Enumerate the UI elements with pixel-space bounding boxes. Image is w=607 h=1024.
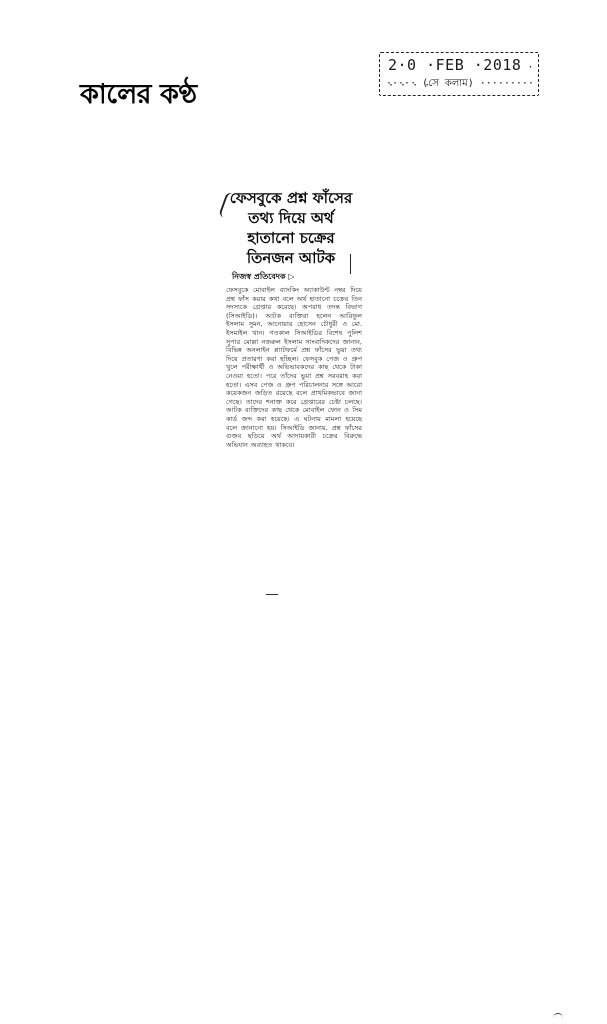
stamp-label: ····· (সে কলাম) ········· (386, 78, 534, 89)
stamp-date: 2·0 ·FEB ·2018 · · · (388, 56, 538, 92)
newspaper-masthead: কালের কণ্ঠ (80, 79, 197, 110)
margin-mark (350, 254, 351, 274)
article-headline (218, 188, 364, 268)
date-stamp (379, 52, 539, 96)
corner-mark-icon (553, 1013, 563, 1020)
headline-line: ফেসবুকে প্রশ্ন ফাঁসের (229, 189, 353, 207)
clipping-edge-mark (266, 594, 278, 595)
headline-line: তিনজন আটক (246, 249, 336, 267)
article-body: ফেসবুকে মোবাইল ব্যাংকিং অ্যাকাউন্ট নম্বর দিয়ে প্রশ্ন ফাঁস করার কথা বলে অর্থ হাতানো চক্রের তিন সদস্যকে গ্রেপ্তার করেছে। অপরাধ তদন্ত বিভাগ (সিআইডি)। আটক ব্যক্তিরা হলেন আরিফুল ইসলাম সুমন, আনোয়ার হোসেন চৌধুরী ও মো. ইসমাইল খান। গতকাল সিআইডির বিশেষ পুলিশ সুপার মোল্লা নজরুল ইসলাম সাংবাদিকদের জানান, বিভিন্ন অনলাইন প্ল্যাটফর্মে প্রশ্ন ফাঁসের ভুয়া তথ্য দিয়ে প্রতারণা করা হচ্ছিল। ফেসবুক পেজ ও গ্রুপ খুলে পরীক্ষার্থী ও অভিভাবকদের কাছ থেকে টাকা নেওয়া হতো। পরে তাঁদের ভুয়া প্রশ্ন সরবরাহ করা হতো। এসব পেজ ও গ্রুপ পরিচালনার সঙ্গে আরো কয়েকজন জড়িত রয়েছে বলে প্রাথমিকভাবে জানা গেছে। তাদের শনাক্ত করে গ্রেপ্তারের চেষ্টা চলছে। আটক ব্যক্তিদের কাছ থেকে মোবাইল ফোন ও সিম কার্ড জব্দ করা হয়েছে। এ ঘটনায় মামলা হয়েছে বলে জানানো হয়। সিআইডি জানায়, প্রশ্ন ফাঁসের গুজব ছড়িয়ে অর্থ আদায়কারী চক্রের বিরুদ্ধে অভিযান অব্যাহত থাকবে। (226, 286, 362, 449)
stamp-label-text: (সে কলাম) (422, 78, 474, 89)
article-byline: নিজস্ব প্রতিবেদক ▷ (232, 272, 295, 281)
news-clipping (218, 188, 364, 588)
headline-line: তথ্য দিয়ে অর্থ (248, 209, 334, 227)
headline-line: হাতানো চক্রের (247, 229, 335, 247)
